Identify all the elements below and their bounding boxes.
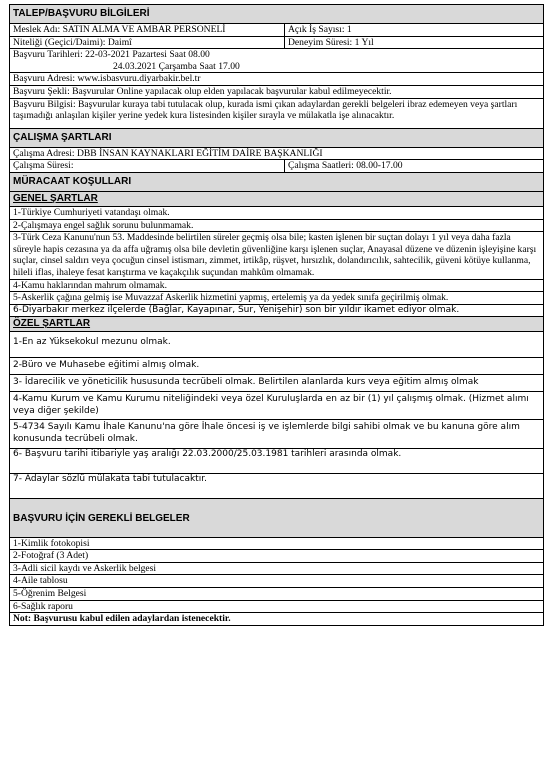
basvuru-bilgisi: Başvuru Bilgisi: Başvurular kuraya tabi tutulacak olup, kurada ismi çıkan adaylardan gerekli belgeleri ibraz edemeyen veya şartları taşımadığı anlaşılan kişiler yerine yedek kura listesinden kişiler sırayla ve mülakatla işe alınacaktır. (10, 98, 544, 128)
ozel-sartlar-header: ÖZEL ŞARTLAR (10, 317, 544, 332)
basvuru-adresi: Başvuru Adresi: www.isbasvuru.diyarbakir.bel.tr (10, 73, 544, 86)
acik-is-sayisi: Açık İş Sayısı: 1 (285, 24, 544, 37)
basvuru-tarihleri (10, 49, 544, 73)
ozel-sart-item: 7- Adaylar sözlü mülakata tabi tutulacaktır. (10, 473, 544, 498)
belge-item: 2-Fotoğraf (3 Adet) (10, 550, 544, 563)
belge-item: 1-Kimlik fotokopisi (10, 537, 544, 550)
belge-item: 4-Aile tablosu (10, 575, 544, 588)
section-header-belgeler: BAŞVURU İÇİN GEREKLİ BELGELER (10, 498, 544, 537)
ozel-sart-item: 1-En az Yüksekokul mezunu olmak. (10, 332, 544, 358)
section-header-calisma: ÇALIŞMA ŞARTLARI (10, 128, 544, 147)
basvuru-tarihi-bitis: 24.03.2021 Çarşamba Saat 17.00 (113, 60, 240, 72)
calisma-adresi: Çalışma Adresi: DBB İNSAN KAYNAKLARI EĞİTİM DAİRE BAŞKANLIĞI (10, 147, 544, 160)
deneyim-suresi: Deneyim Süresi: 1 Yıl (285, 36, 544, 49)
ozel-sart-item: 2-Büro ve Muhasebe eğitimi almış olmak. (10, 358, 544, 375)
ozel-sart-item: 5-4734 Sayılı Kamu İhale Kanunu'na göre İhale öncesi iş ve işlemlerde bilgi sahibi olmak ve bu kanuna göre alım konusunda tecrübeli olmak. (10, 420, 544, 449)
belgeler-note: Not: Başvurusu kabul edilen adaylardan istenecektir. (10, 613, 544, 626)
ozel-sart-item: 4-Kamu Kurum ve Kamu Kurumu niteliğindeki veya özel Kuruluşlarda en az bir (1) yıl çalışmış olmak. (Hizmet alımı veya diğer şekilde) (10, 391, 544, 420)
belge-item: 6-Sağlık raporu (10, 600, 544, 613)
genel-sart-item: 6-Diyarbakır merkez ilçelerde (Bağlar, Kayapınar, Sur, Yenişehir) son bir yıldır ikamet ediyor olmak. (10, 304, 544, 317)
section-header-talep: TALEP/BAŞVURU BİLGİLERİ (10, 5, 544, 24)
niteligi: Niteliği (Geçici/Daimi): Daimî (10, 36, 285, 49)
genel-sart-item: 3-Türk Ceza Kanunu'nun 53. Maddesinde belirtilen süreler geçmiş olsa bile; kasten işlenen bir suçtan dolayı 1 yıl veya daha fazla süreyle hapis cezasına ya da affa uğramış olsa bile devletin güvenliğine karşı işlenen suçlar, Anayasal düzene ve düzenin işleyişine karşı suçlar, cinsel saldırı veya çocuğun cinsel istismarı, zimmet, irtikâp, rüşvet, hırsızlık, dolandırıcılık, sahtecilik, güveni kötüye kullanma, hileli iflas, ihaleye fesat karıştırma ve kaçakçılık suçundan mahkûm olmamak. (10, 232, 544, 279)
job-posting-table (9, 4, 544, 626)
genel-sartlar-header: GENEL ŞARTLAR (10, 191, 544, 206)
job-posting-document (9, 4, 544, 626)
section-header-muracaat: MÜRACAAT KOŞULLARI (10, 172, 544, 191)
calisma-suresi: Çalışma Süresi: (10, 160, 285, 173)
calisma-saatleri: Çalışma Saatleri: 08.00-17.00 (285, 160, 544, 173)
genel-sart-item: 2-Çalışmaya engel sağlık sorunu bulunmamak. (10, 219, 544, 232)
ozel-sart-item: 3- İdarecilik ve yöneticilik hususunda tecrübeli olmak. Belirtilen alanlarda kurs veya eğitim almış olmak (10, 375, 544, 392)
belge-item: 3-Adli sicil kaydı ve Askerlik belgesi (10, 562, 544, 575)
genel-sart-item: 4-Kamu haklarından mahrum olmamak. (10, 279, 544, 292)
basvuru-tarihi-baslangic: Başvuru Tarihleri: 22-03-2021 Pazartesi Saat 08.00 (13, 49, 210, 61)
ozel-sart-item: 6- Başvuru tarihi itibariyle yaş aralığı 22.03.2000/25.03.1981 tarihleri arasında olmak. (10, 449, 544, 474)
belge-item: 5-Öğrenim Belgesi (10, 588, 544, 601)
basvuru-sekli: Başvuru Şekli: Başvurular Online yapılacak olup elden yapılacak başvurular kabul edilmeyecektir. (10, 85, 544, 98)
meslek-adi: Meslek Adı: SATIN ALMA VE AMBAR PERSONELİ (10, 24, 285, 37)
genel-sart-item: 5-Askerlik çağına gelmiş ise Muvazzaf Askerlik hizmetini yapmış, ertelemiş ya da yedek sınıfa geçirilmiş olmak. (10, 292, 544, 305)
genel-sart-item: 1-Türkiye Cumhuriyeti vatandaşı olmak. (10, 206, 544, 219)
